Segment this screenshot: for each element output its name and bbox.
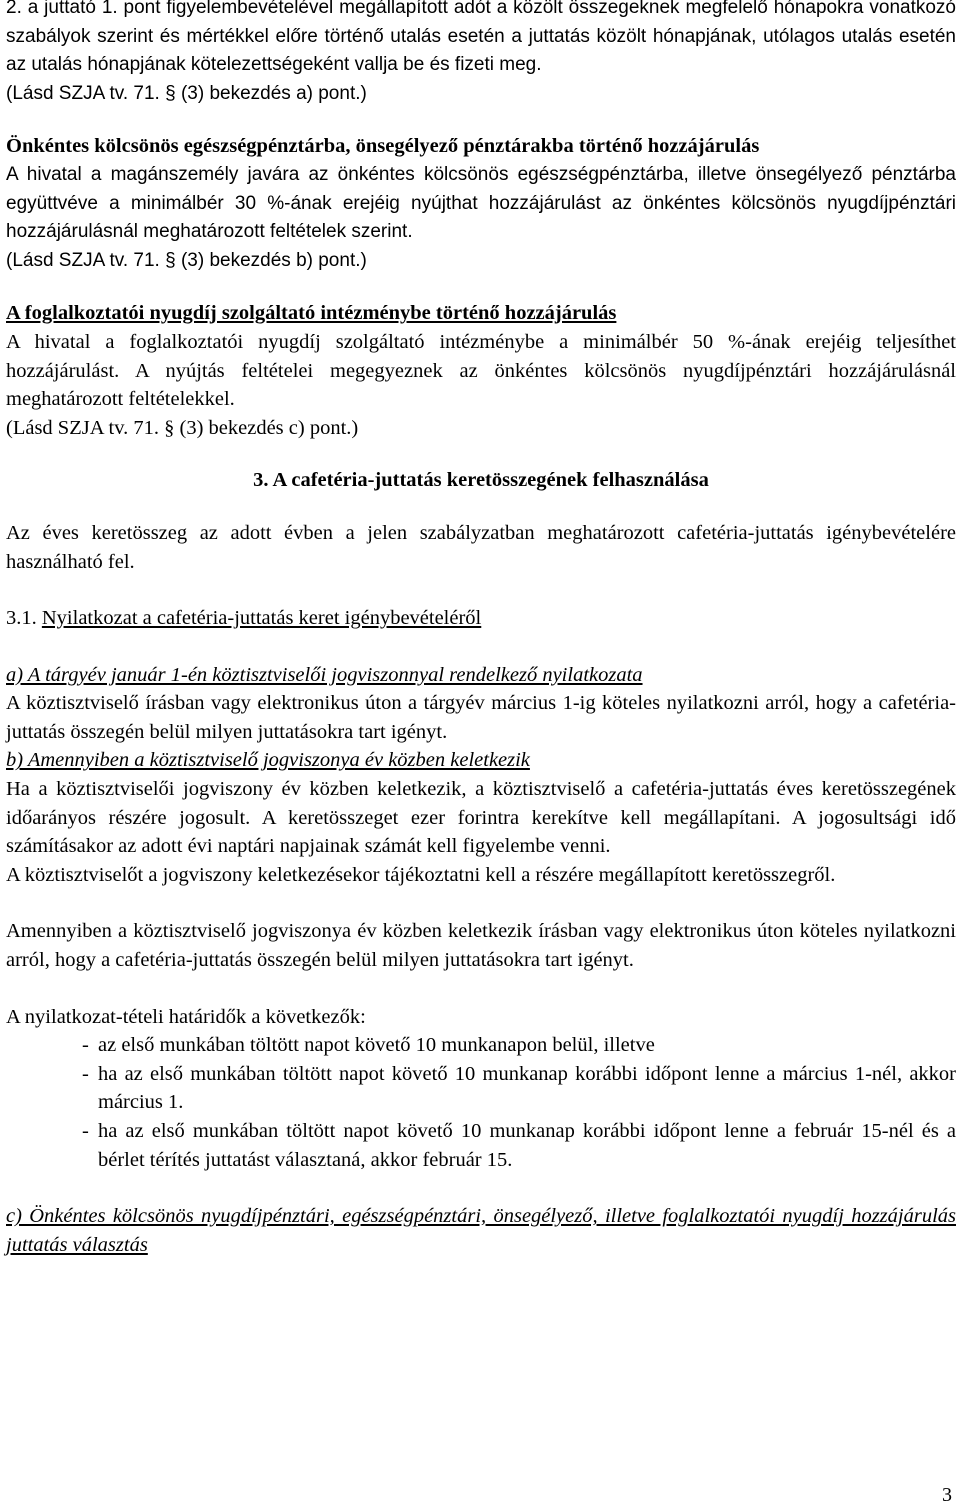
- subsection-3-1-title: Nyilatkozat a cafetéria-juttatás keret igénybevételéről: [41, 607, 482, 630]
- dash-bullet: -: [82, 1034, 89, 1057]
- part-a: [6, 661, 956, 747]
- chapter-3-intro: Az éves keretösszeg az adott évben a jelen szabályzatban meghatározott cafetéria-juttatás igénybevételére használható fel.: [6, 521, 956, 573]
- list-item-text: az első munkában töltött napot követő 10 munkanapon belül, illetve: [98, 1034, 655, 1057]
- section-foglalkoztatoi: [6, 299, 956, 442]
- part-a-title: a) A tárgyév január 1-én köztisztviselői jogviszonnyal rendelkező nyilatkozata: [6, 663, 643, 686]
- section-foglalkoztatoi-reference: (Lásd SZJA tv. 71. § (3) bekezdés c) pont.): [6, 416, 359, 439]
- deadlines-intro: A nyilatkozat-tételi határidők a következők:: [6, 1005, 366, 1028]
- dash-bullet: -: [82, 1062, 89, 1085]
- item-2-text: 2. a juttató 1. pont figyelembevételével megállapított adót a közölt összegeknek megfelelő hónapokra vonatkozó szabályok szerint és mértékkel előre történő utalás esetén a juttatás közölt hónapjának, utólagos utalás esetén az utalás hónapjának kötelezettségeként vallja be és fizeti meg.: [6, 0, 956, 76]
- list-item-text: ha az első munkában töltött napot követő 10 munkanap korábbi időpont lenne a március 1-nél, akkor március 1.: [98, 1062, 956, 1114]
- item-2-block: [6, 0, 956, 108]
- section-foglalkoztatoi-heading: A foglalkoztatói nyugdíj szolgáltató intézménybe történő hozzájárulás: [6, 302, 617, 325]
- section-onkentes-heading: Önkéntes kölcsönös egészségpénztárba, önsegélyező pénztárakba történő hozzájárulás: [6, 135, 760, 158]
- item-2-reference: (Lásd SZJA tv. 71. § (3) bekezdés a) pont.): [6, 82, 367, 104]
- page-number: 3: [942, 1484, 952, 1506]
- part-b-text-1: Ha a köztisztviselői jogviszony év közben keletkezik, a köztisztviselő a cafetéria-juttatás éves keretösszegének időarányos részére jogosult. A keretösszeget ezer forintra kerekítve kell megállapítani. A jogosultsági idő számításakor az adott évi naptári napjainak számát kell figyelembe venni.: [6, 778, 956, 858]
- subsection-3-1-heading: [6, 604, 956, 633]
- section-onkentes: [6, 132, 956, 275]
- part-b-title: b) Amennyiben a köztisztviselő jogviszonya év közben keletkezik: [6, 749, 530, 772]
- chapter-3-title: 3. A cafetéria-juttatás keretösszegének felhasználása: [253, 469, 709, 492]
- document-page: [6, 0, 956, 1259]
- list-item-text: ha az első munkában töltött napot követő 10 munkanap korábbi időpont lenne a február 15-nél és a bérlet térítés juttatást választaná, akkor február 15.: [98, 1120, 956, 1171]
- list-item: [82, 1060, 956, 1117]
- part-b-text-2: A köztisztviselőt a jogviszony keletkezésekor tájékoztatni kell a részére megállapított keretösszegről.: [6, 863, 836, 886]
- part-b: [6, 746, 956, 1174]
- subsection-3-1-number: 3.1.: [6, 607, 37, 630]
- deadlines-list: [6, 1031, 956, 1174]
- section-onkentes-reference: (Lásd SZJA tv. 71. § (3) bekezdés b) pont.): [6, 249, 367, 271]
- part-c-title: c) Önkéntes kölcsönös nyugdíjpénztári, egészségpénztári, önsegélyező, illetve foglalkoztatói nyugdíj hozzájárulás juttatás választás: [6, 1205, 956, 1256]
- part-a-text: A köztisztviselő írásban vagy elektronikus úton a tárgyév március 1-ig köteles nyilatkozni arról, hogy a cafetéria-juttatás összegén belül milyen juttatásokra tart igényt.: [6, 692, 956, 743]
- dash-bullet: -: [82, 1120, 89, 1142]
- part-b-text-3: Amennyiben a köztisztviselő jogviszonya év közben keletkezik írásban vagy elektronikus úton köteles nyilatkozni arról, hogy a cafetéria-juttatás összegén belül milyen juttatásokra tart igényt.: [6, 920, 956, 972]
- section-onkentes-text: A hivatal a magánszemély javára az önkéntes kölcsönös egészségpénztárba, illetve önsegélyező pénztárba együttvéve a minimálbér 30 %-ának erejéig nyújthat hozzájárulást az önkéntes kölcsönös nyugdíjpénztári hozzájárulásnál meghatározott feltételek szerint.: [6, 163, 956, 243]
- list-item: [82, 1031, 956, 1060]
- section-foglalkoztatoi-text: A hivatal a foglalkoztatói nyugdíj szolgáltató intézménybe a minimálbér 50 %-ának erejéig teljesíthet hozzájárulást. A nyújtás feltételei megegyeznek az önkéntes kölcsönös nyugdíjpénztári hozzájárulásnál meghatározott feltételekkel.: [6, 330, 956, 411]
- list-item: [82, 1117, 956, 1174]
